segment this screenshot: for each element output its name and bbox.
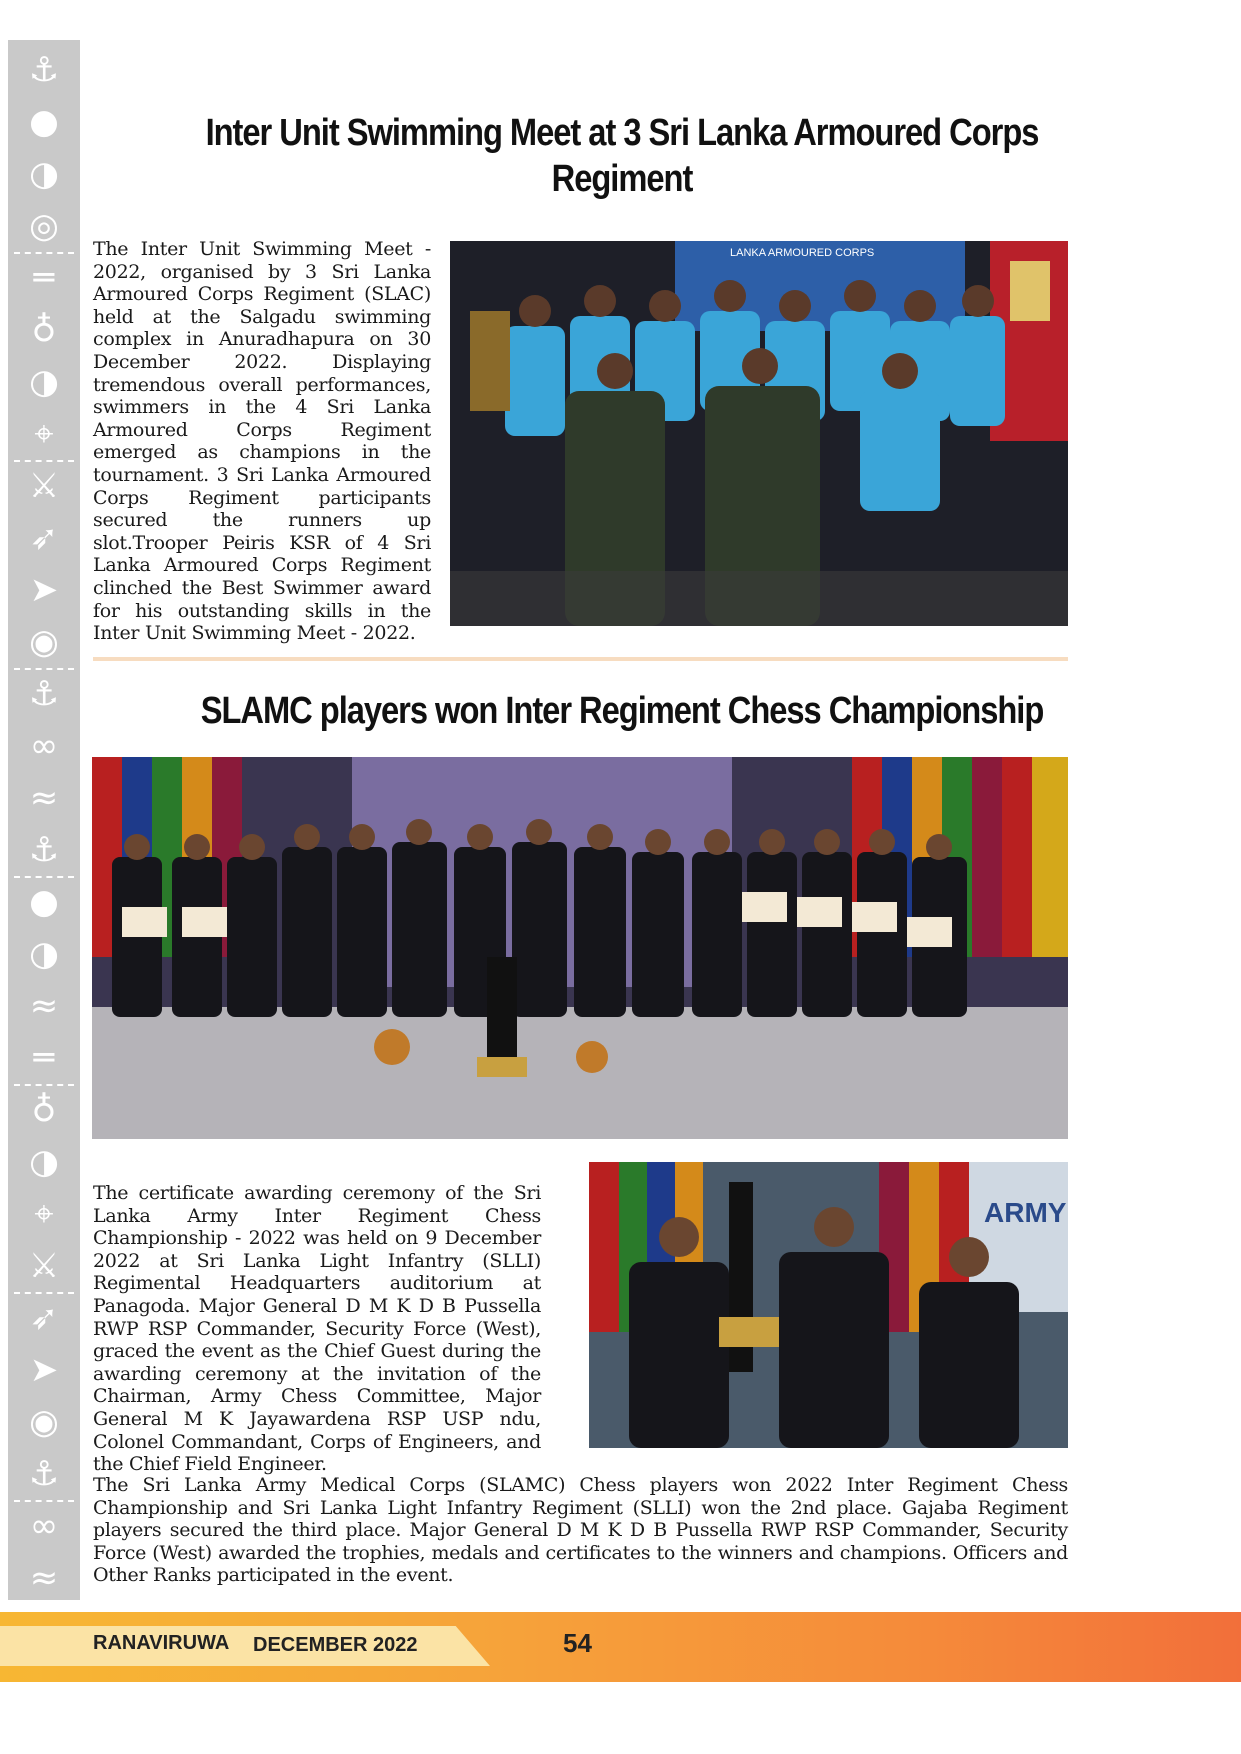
sidebar-separator bbox=[14, 1500, 74, 1502]
billiards-icon: ● bbox=[29, 102, 59, 142]
archery-icon: ➶ bbox=[29, 1298, 59, 1338]
chess-team-photo bbox=[92, 757, 1068, 1139]
issue-date: DECEMBER 2022 bbox=[253, 1634, 418, 1656]
page-number: 54 bbox=[563, 1628, 592, 1658]
shooting-icon: ⌖ bbox=[34, 1194, 54, 1234]
gymnastics-icon: ♁ bbox=[31, 310, 57, 350]
cycling-icon: ∞ bbox=[29, 1506, 59, 1546]
rowing-icon: ⚓ bbox=[28, 830, 60, 870]
cycling-icon: ∞ bbox=[29, 726, 59, 766]
weightlifting-icon: ═ bbox=[33, 258, 55, 298]
swimming-team-photo bbox=[450, 241, 1068, 626]
rowing-icon: ⚓ bbox=[28, 50, 60, 90]
trophy-presentation-photo bbox=[589, 1162, 1068, 1448]
swimming-icon: ≈ bbox=[29, 1558, 59, 1598]
volleyball-icon: ◑ bbox=[29, 1142, 59, 1182]
sidebar-separator bbox=[14, 1292, 74, 1294]
volleyball-icon: ◑ bbox=[29, 362, 59, 402]
article-1-title: Inter Unit Swimming Meet at 3 Sri Lanka Armoured Corps Regiment bbox=[205, 112, 1039, 200]
wrestling-icon: ⚔ bbox=[28, 1246, 60, 1286]
billiards-icon: ● bbox=[29, 882, 59, 922]
article-2-body-2: The Sri Lanka Army Medical Corps (SLAMC) Chess players won 2022 Inter Regiment Chess Championship and Sri Lanka Light Infantry Regiment (SLLI) won the 2nd place. Gajaba Regiment players secured the third place. Major General D M K D B Pussella RWP RSP Commander, Security Force (West) awarded the trophies, medals and certificates to the winners and champions. Officers and Other Ranks participated in the event. bbox=[93, 1474, 1068, 1587]
tennis-icon: ◎ bbox=[29, 206, 59, 246]
swimming-icon: ≈ bbox=[29, 986, 59, 1026]
basketball-icon: ◉ bbox=[29, 1402, 59, 1442]
gymnastics-icon: ♁ bbox=[31, 1090, 57, 1130]
swimming-photo-banner-text: LANKA ARMOURED CORPS bbox=[730, 247, 875, 259]
rowing-icon: ⚓ bbox=[28, 1454, 60, 1494]
article-2-title: SLAMC players won Inter Regiment Chess Championship bbox=[200, 690, 1044, 732]
sidebar-separator bbox=[14, 1084, 74, 1086]
article-2-body-1: The certificate awarding ceremony of the Sri Lanka Army Inter Regiment Chess Championship - 2022 was held on 9 December 2022 at Sri Lanka Light Infantry (SLLI) Regimental Headquarters auditorium at Panagoda. Major General D M K D B Pussella RWP RSP Commander, Security Force (West), graced the event as the Chief Guest during the awarding ceremony at the invitation of the Chairman, Army Chess Committee, Major General M K Jayawardena RSP USP ndu, Colonel Commandant, Corps of Engineers, and the Chief Field Engineer. bbox=[93, 1182, 541, 1476]
wrestling-icon: ⚔ bbox=[28, 466, 60, 506]
running-icon: ➤ bbox=[29, 570, 59, 610]
sports-icon-sidebar bbox=[8, 40, 80, 1600]
sidebar-separator bbox=[14, 460, 74, 462]
sidebar-separator bbox=[14, 252, 74, 254]
shooting-icon: ⌖ bbox=[34, 414, 54, 454]
trophy-photo-banner-text: ARMY bbox=[984, 1197, 1067, 1228]
article-1-body: The Inter Unit Swimming Meet - 2022, organised by 3 Sri Lanka Armoured Corps Regiment (SLAC) held at the Salgadu swimming complex in Anuradhapura on 30 December 2022. Displaying tremendous overall performances, swimmers in the 4 Sri Lanka Armoured Corps Regiment emerged as champions in the tournament. 3 Sri Lanka Armoured Corps Regiment participants secured the runners up slot.Trooper Peiris KSR of 4 Sri Lanka Armoured Corps Regiment clinched the Best Swimmer award for his outstanding skills in the Inter Unit Swimming Meet - 2022. bbox=[93, 238, 431, 645]
swimming-icon: ≈ bbox=[29, 778, 59, 818]
volleyball-icon: ◑ bbox=[29, 154, 59, 194]
running-icon: ➤ bbox=[29, 1350, 59, 1390]
rowing-icon: ⚓ bbox=[28, 674, 60, 714]
section-divider bbox=[93, 657, 1068, 661]
archery-icon: ➶ bbox=[29, 518, 59, 558]
basketball-icon: ◉ bbox=[29, 622, 59, 662]
weightlifting-icon: ═ bbox=[33, 1038, 55, 1078]
volleyball-icon: ◑ bbox=[29, 934, 59, 974]
sidebar-separator bbox=[14, 668, 74, 670]
magazine-name: RANAVIRUWA bbox=[93, 1632, 230, 1654]
sidebar-separator bbox=[14, 876, 74, 878]
